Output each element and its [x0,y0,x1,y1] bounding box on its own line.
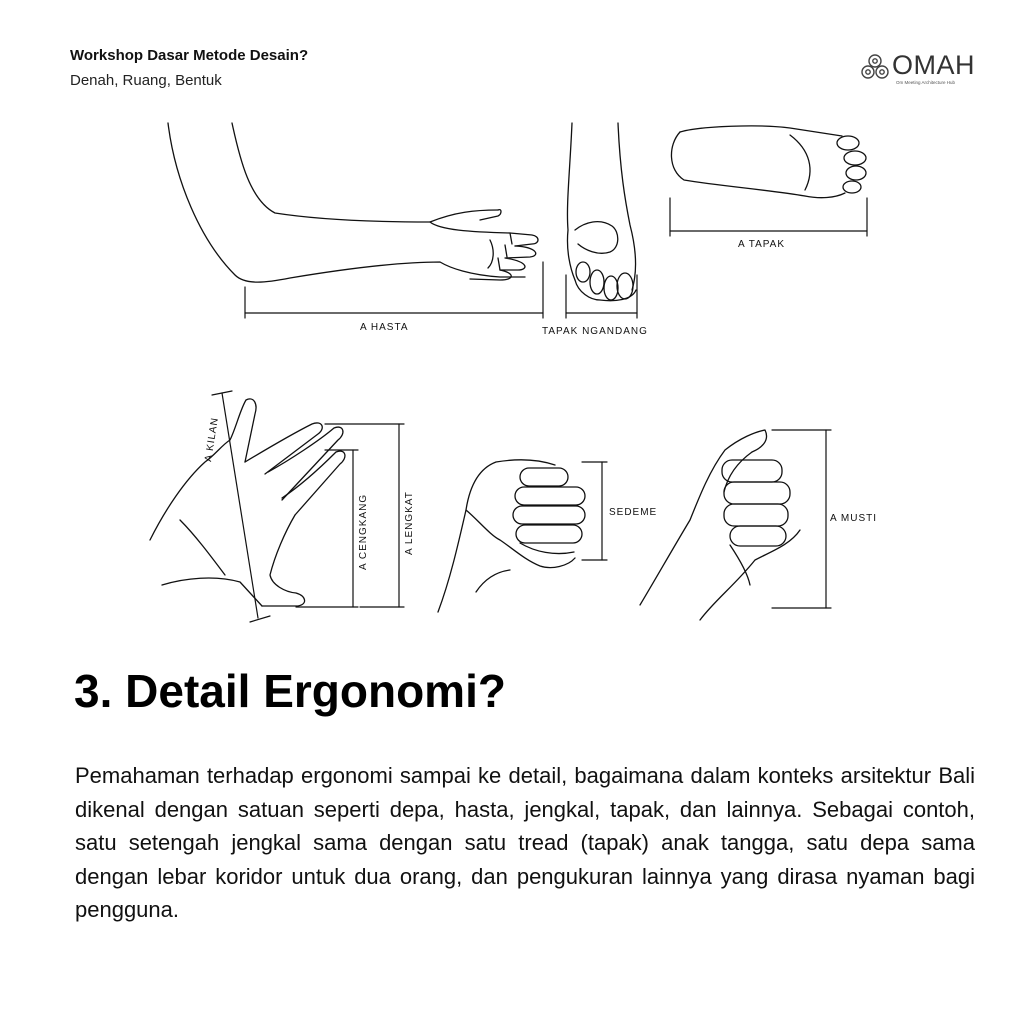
label-cengkang: A CENGKANG [358,493,369,570]
section-heading: 3. Detail Ergonomi? [74,665,506,717]
foot-sole-drawing [567,123,636,301]
logo-wordmark: OMAH [892,50,975,80]
fist-drawing [438,460,585,612]
label-tapak: A TAPAK [738,239,786,250]
tapak-measure-line [670,198,867,236]
tapak-ngandang-measure-line [566,275,637,318]
musti-measure-line [772,430,831,608]
label-lengkat: A LENGKAT [404,491,415,555]
hasta-measure-line [245,262,543,318]
arm-drawing [168,123,538,282]
kilan-measure-line [212,391,270,622]
open-hand-drawing [150,399,345,606]
thumb-fist-drawing [640,430,800,620]
header-title: Workshop Dasar Metode Desain? [70,47,309,64]
logo-tagline: Om Meeting Architecture Hub [896,80,956,85]
header-subtitle: Denah, Ruang, Bentuk [70,72,222,89]
foot-top-drawing [671,126,866,198]
label-musti: A MUSTI [830,513,878,524]
label-kilan: A KILAN [203,416,221,463]
label-hasta: A HASTA [360,322,409,333]
label-sedeme: SEDEME [609,507,658,518]
section-body-text: Pemahaman terhadap ergonomi sampai ke detail, bagaimana dalam konteks arsitektur Bali dikenal dengan satuan seperti depa, hasta, jengkal, tapak, dan lainnya. Sebagai contoh, satu setengah jengkal sama dengan satu tread (tapak) anak tangga, satu depa sama dengan lebar koridor untuk dua orang, dan pengukuran lainnya yang dirasa nyaman bagi pengguna. [75,763,975,922]
sedeme-measure-line [582,462,607,560]
cengkang-measure-line [296,450,358,607]
label-tapak-ngandang: TAPAK NGANDANG [542,326,648,337]
